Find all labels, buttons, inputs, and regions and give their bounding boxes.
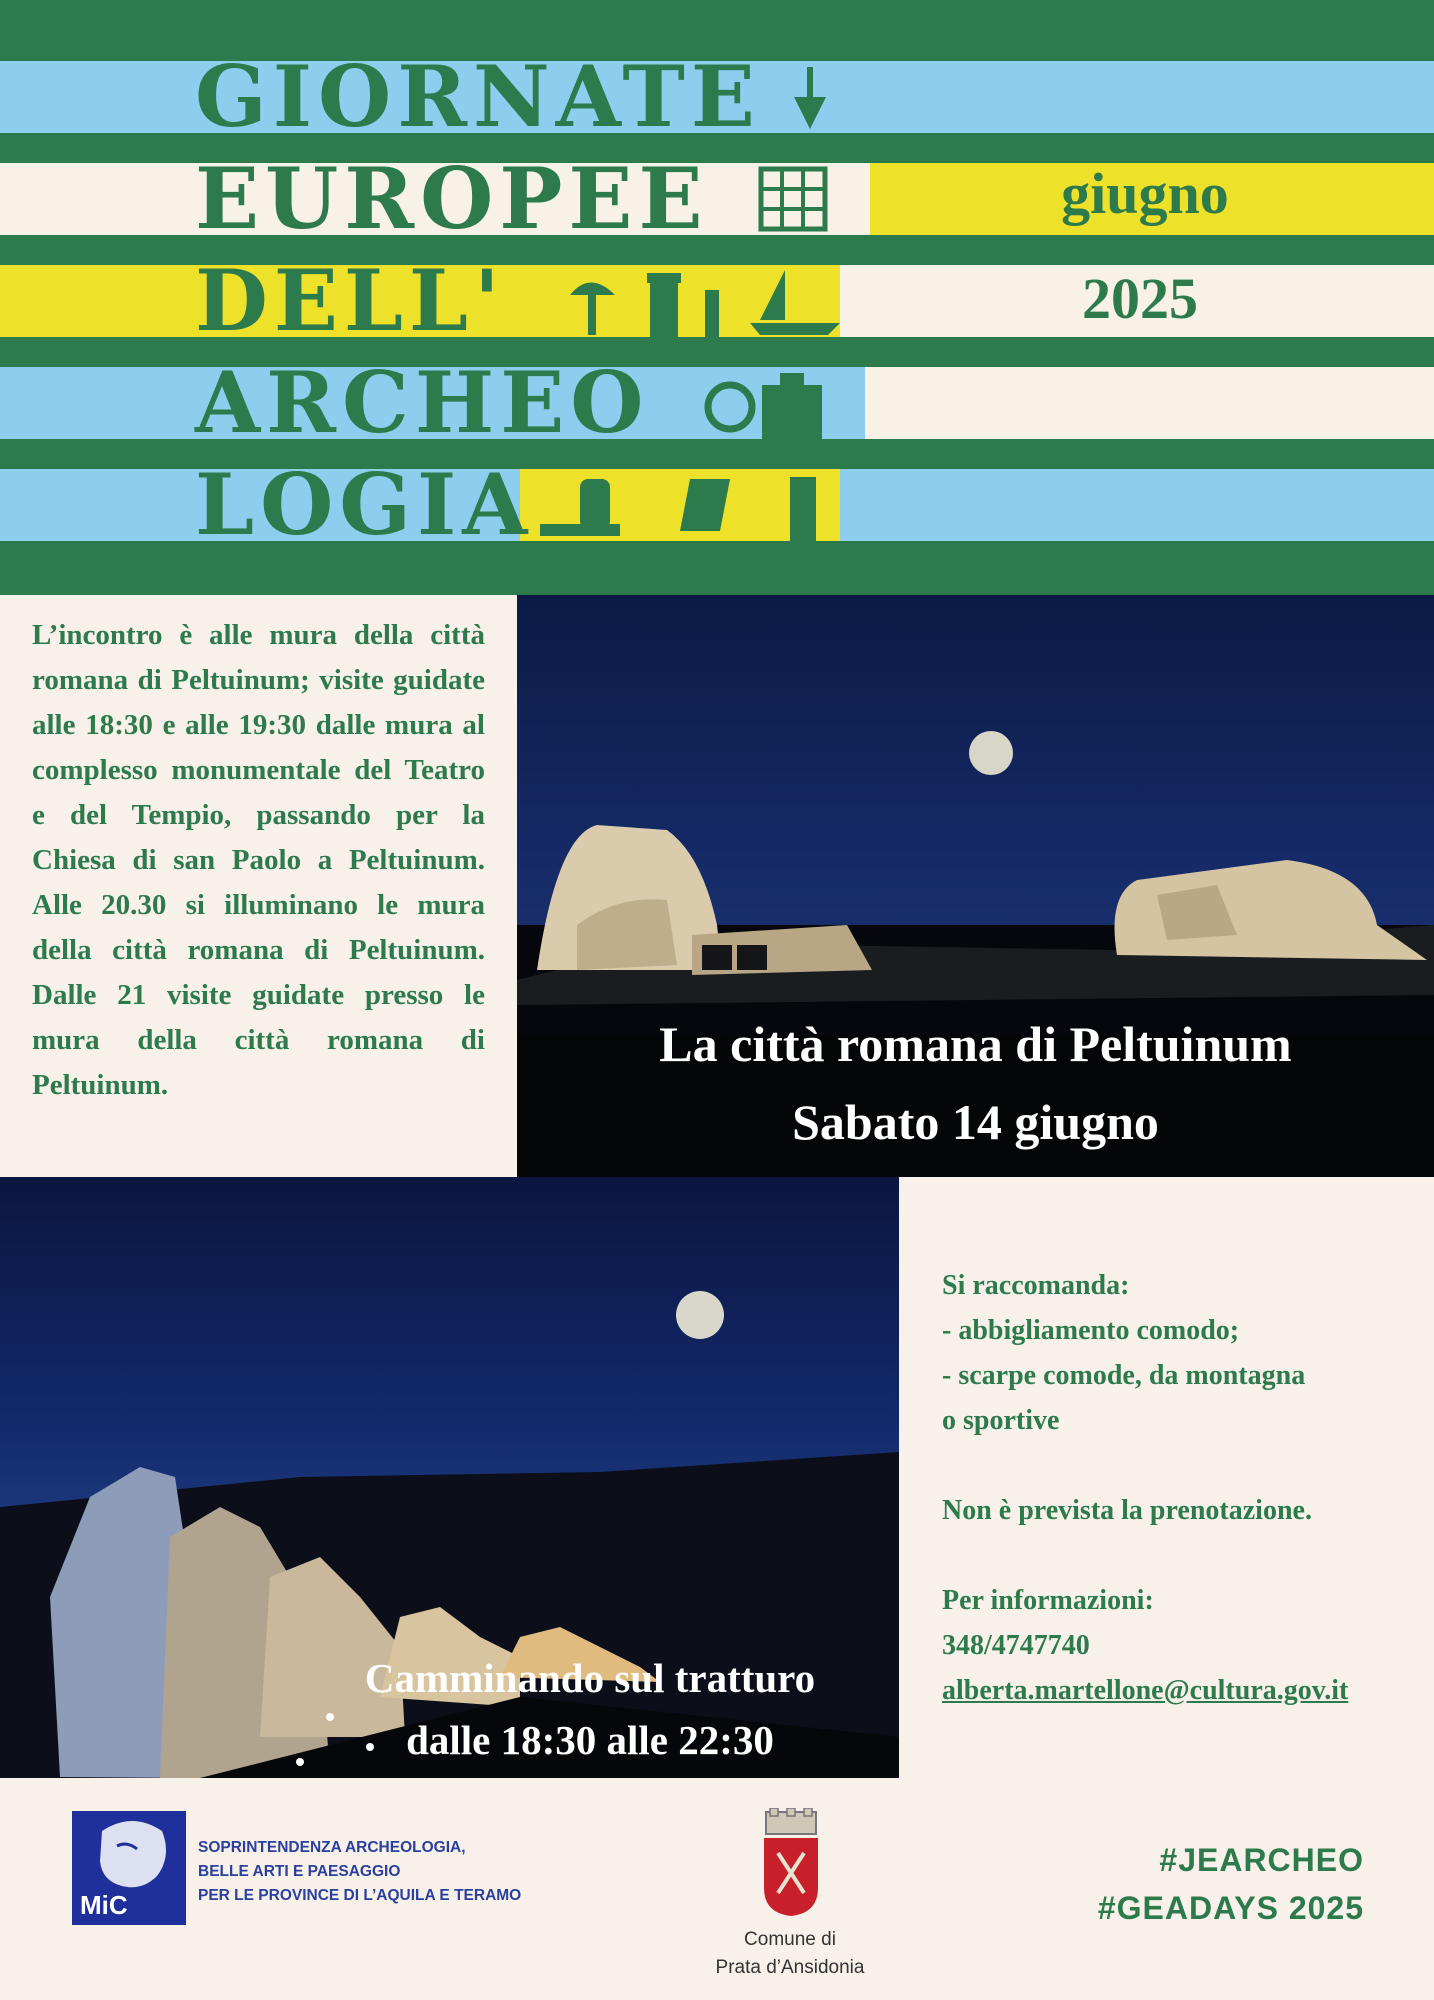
stripe-blue-segment: [0, 367, 160, 439]
hashtags: [1098, 1836, 1364, 1932]
spacer: [942, 1533, 1434, 1578]
archaeology-tools-icon: [520, 469, 840, 541]
footer: [0, 1778, 1434, 2000]
caption-date: Sabato 14 giugno: [792, 1094, 1159, 1150]
logo-line-archeo: ARCHEO: [195, 353, 650, 452]
comune-line: Comune di: [744, 1929, 836, 1950]
event-month: giugno: [1061, 161, 1229, 226]
contact-email-link[interactable]: alberta.martellone@cultura.gov.it: [942, 1675, 1349, 1706]
tratturo-night-photo: [0, 1177, 899, 1778]
event-year: 2025: [1082, 266, 1198, 331]
grid-frame-icon: [755, 163, 835, 235]
stripe-yellow-segment: [0, 265, 175, 337]
peltuinum-night-photo: [517, 595, 1434, 1177]
event-header-banner: [0, 0, 1434, 595]
logo-line-giornate: GIORNATE: [195, 47, 761, 146]
info-panel: [899, 1177, 1434, 1778]
caption-title: Camminando sul tratturo: [364, 1655, 816, 1701]
recommend-item: o sportive: [942, 1405, 1060, 1436]
peltuinum-caption: [517, 1005, 1434, 1161]
moon-icon: [969, 731, 1013, 775]
municipal-crest-icon: [760, 1808, 822, 1918]
tower-and-boat-icon: [560, 265, 850, 337]
comune-name: [680, 1926, 900, 1982]
hashtag: #GEADAYS 2025: [1097, 1890, 1364, 1926]
recommend-title: Si raccomanda:: [942, 1270, 1130, 1301]
caption-title: La città romana di Peltuinum: [659, 1016, 1292, 1072]
soprintendenza-line: PER LE PROVINCE DI L’AQUILA E TERAMO: [198, 1887, 522, 1904]
tratturo-caption: [230, 1647, 899, 1771]
mic-logo: [72, 1811, 186, 1925]
logo-line-dell: DELL': [195, 251, 506, 350]
comune-line: Prata d’Ansidonia: [715, 1957, 865, 1978]
recommend-item: - scarpe comode, da montagna: [942, 1360, 1306, 1391]
spacer: [942, 1443, 1434, 1488]
soprintendenza-line: BELLE ARTI E PAESAGGIO: [198, 1863, 401, 1880]
soprintendenza-name: [198, 1836, 521, 1908]
logo-line-europee: EUROPEE: [195, 149, 709, 248]
logo-line-logia: LOGIA: [195, 455, 534, 554]
caption-hours: dalle 18:30 alle 22:30: [406, 1717, 774, 1763]
amphora-icon: [700, 367, 840, 439]
moon-icon: [676, 1291, 724, 1339]
mic-logo-text: MiC: [80, 1890, 128, 1920]
recommend-item: - abbigliamento comodo;: [942, 1315, 1240, 1346]
contact-title: Per informazioni:: [942, 1585, 1154, 1616]
trowel-icon: [780, 61, 840, 133]
no-booking-note: Non è prevista la prenotazione.: [942, 1495, 1312, 1526]
intro-panel: [0, 595, 517, 1177]
soprintendenza-line: SOPRINTENDENZA ARCHEOLOGIA,: [198, 1839, 466, 1856]
intro-description: L’incontro è alle mura della città romana di Peltuinum; visite guidate alle 18:30 e alle 19:30 dalle mura al complesso monumentale del Teatro e del Tempio, passando per la Chiesa di san Paolo a Peltuinum. Alle 20.30 si illuminano le mura della città romana di Peltuinum. Dalle 21 visite guidate presso le mura della città romana di Peltuinum.: [32, 619, 485, 1101]
contact-phone[interactable]: 348/4747740: [942, 1630, 1090, 1661]
hashtag: #JEARCHEO: [1159, 1842, 1364, 1878]
